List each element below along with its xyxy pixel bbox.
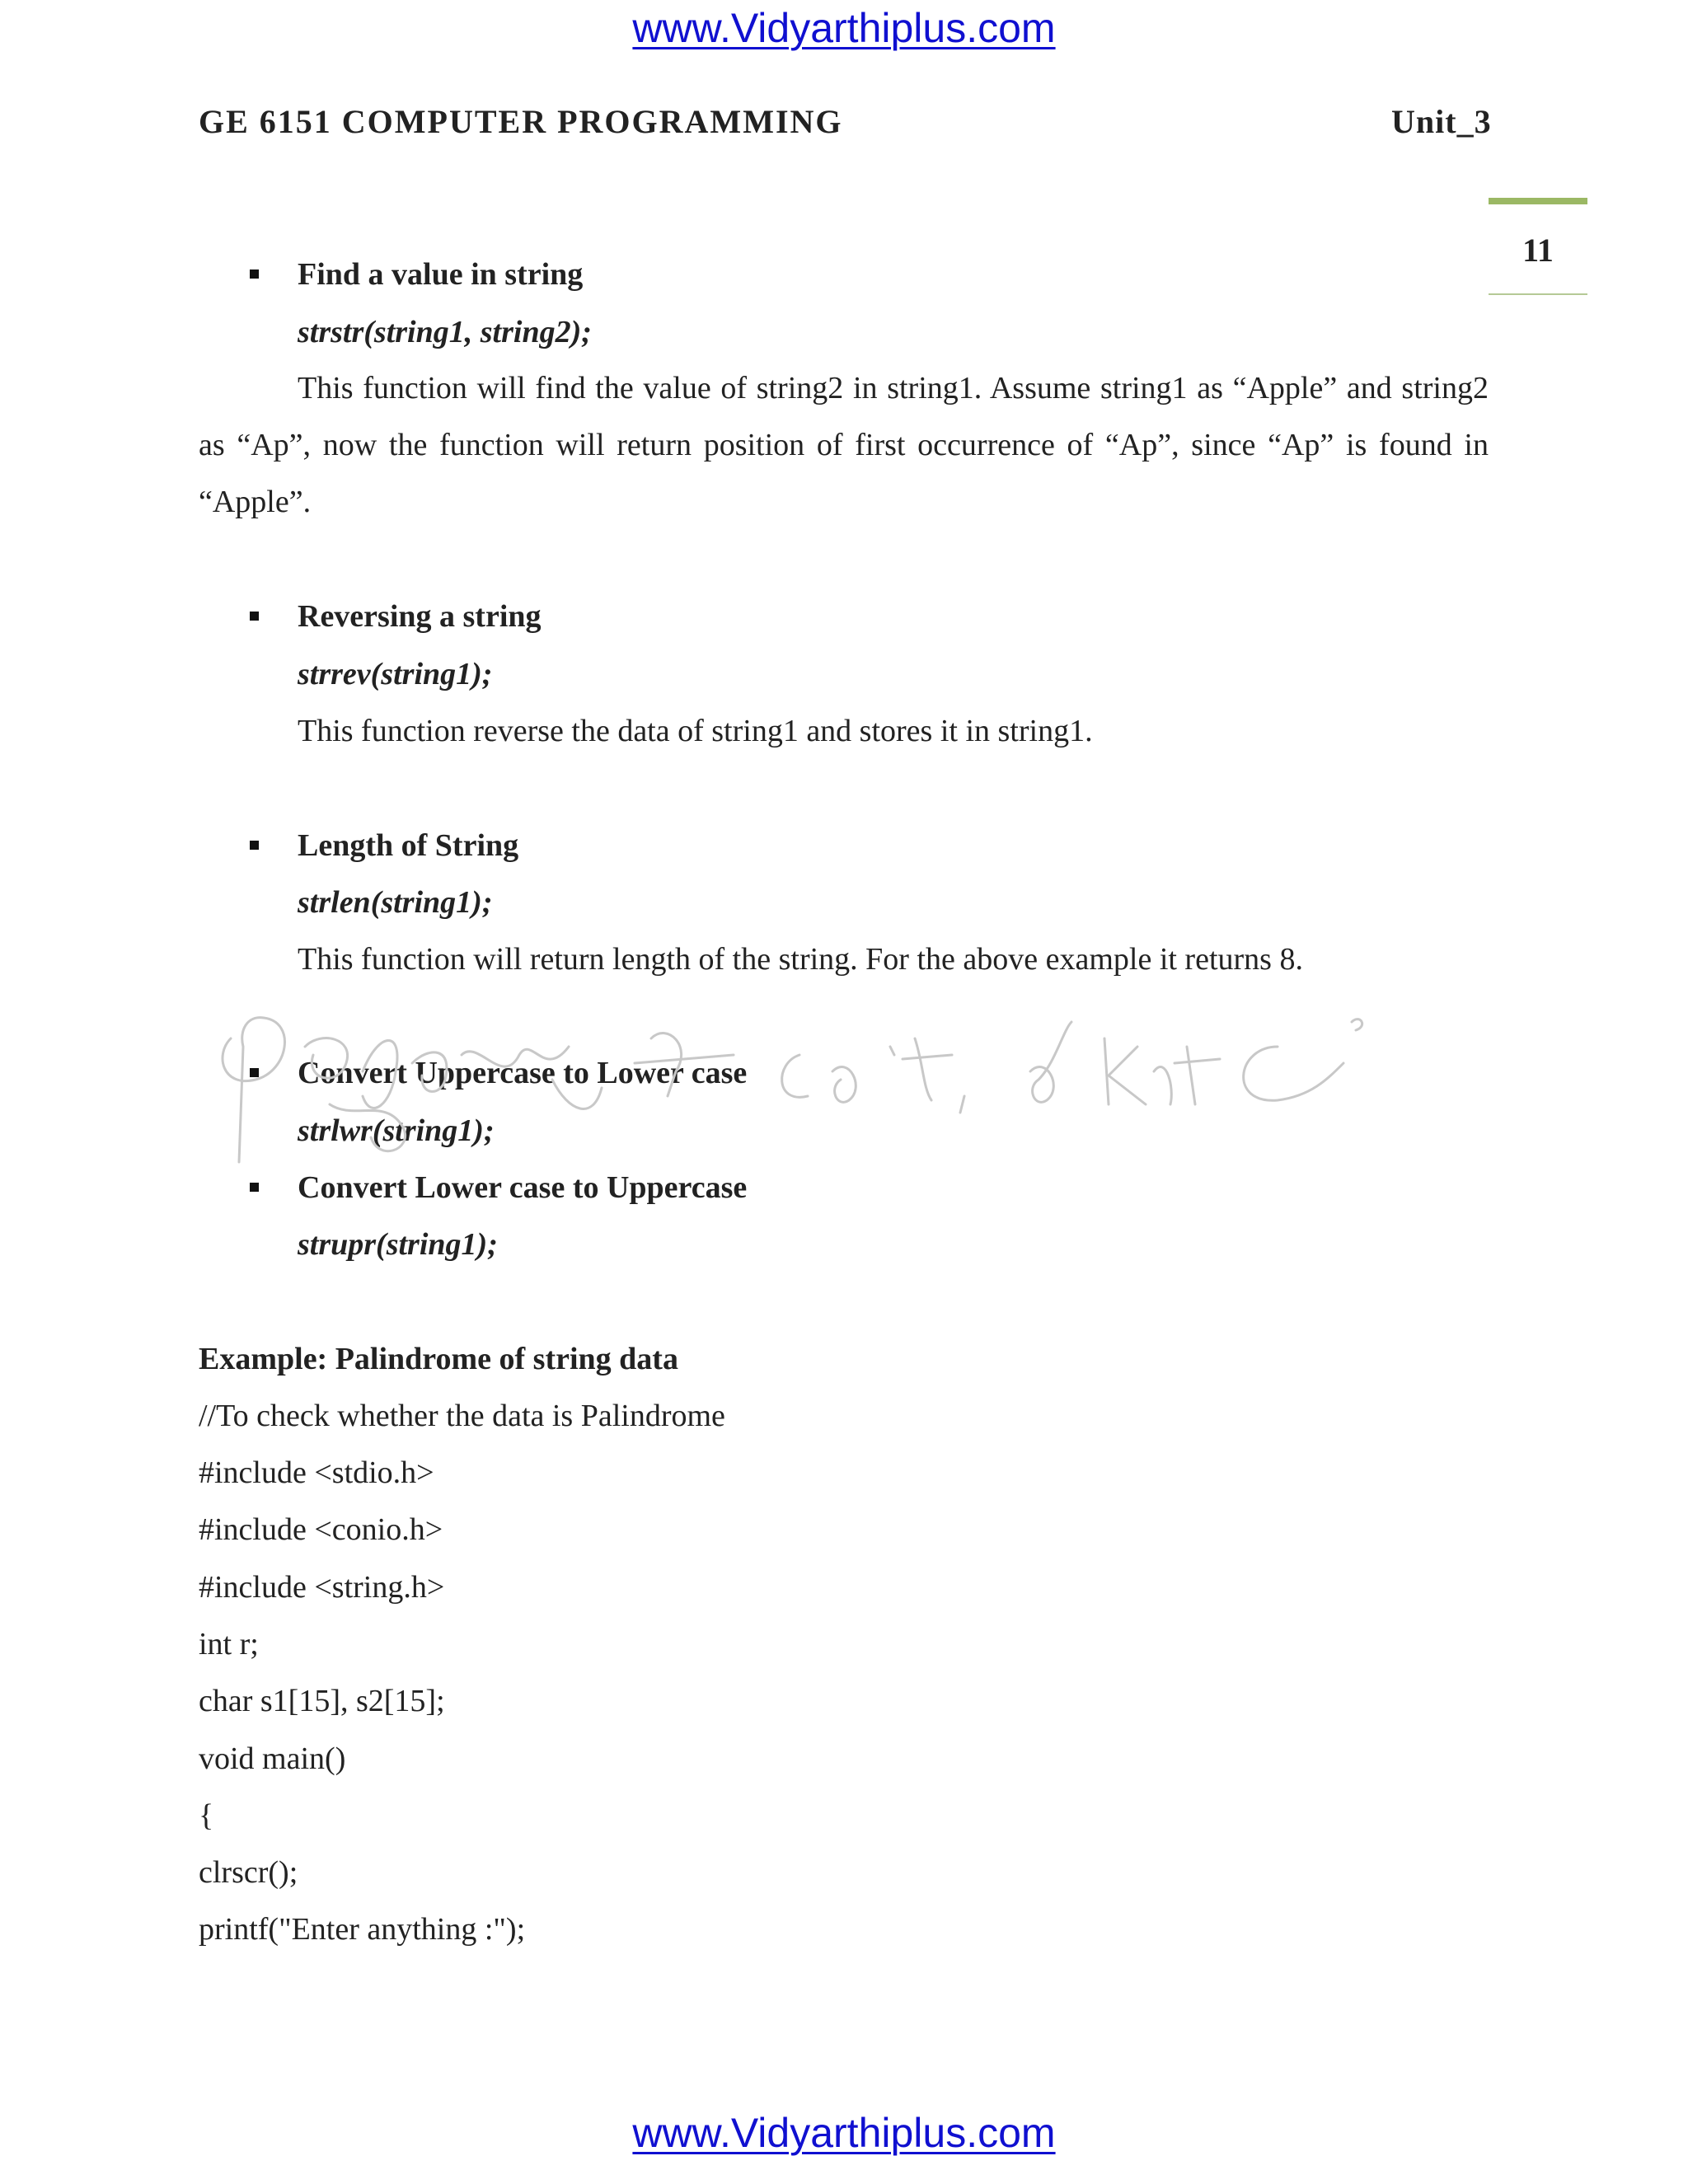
description-find: This function will find the value of string2 in string1. Assume string1 as “Apple” and string2 as “Ap”, now the function will return position of first occurrence of “Ap”, since “Ap” is found in “Apple”. (199, 371, 1489, 519)
code-line: char s1[15], s2[15]; (199, 1684, 445, 1718)
section-heading-upper: Convert Lower case to Uppercase (298, 1170, 748, 1205)
syntax-strupr: strupr(string1); (298, 1227, 498, 1262)
code-line: { (199, 1798, 214, 1833)
bullet-icon (250, 841, 259, 850)
section-heading-length: Length of String (298, 828, 519, 863)
code-line: clrscr(); (199, 1855, 298, 1890)
handwritten-watermark-icon (206, 997, 1484, 1195)
description-length: This function will return length of the string. For the above example it returns 8. (298, 942, 1303, 977)
code-line: #include <stdio.h> (199, 1455, 434, 1490)
bullet-icon (250, 1068, 259, 1077)
syntax-strstr: strstr(string1, string2); (298, 315, 592, 349)
site-link-bottom[interactable]: www.Vidyarthiplus.com (632, 2110, 1056, 2156)
unit-label: Unit_3 (1391, 103, 1492, 140)
syntax-strlwr: strlwr(string1); (298, 1113, 495, 1148)
description-reverse: This function reverse the data of string1 and stores it in string1. (298, 714, 1093, 748)
code-line: printf("Enter anything :"); (199, 1912, 526, 1947)
example-heading: Example: Palindrome of string data (199, 1342, 678, 1376)
section-heading-reverse: Reversing a string (298, 599, 542, 634)
bullet-icon (250, 1183, 259, 1192)
page-number-box (1489, 198, 1587, 295)
code-line: //To check whether the data is Palindrome (199, 1399, 725, 1433)
section-heading-find: Find a value in string (298, 257, 584, 292)
site-link-top[interactable]: www.Vidyarthiplus.com (632, 5, 1056, 51)
page-number: 11 (1522, 232, 1554, 269)
document-title: GE 6151 COMPUTER PROGRAMMING (199, 103, 843, 140)
bullet-icon (250, 269, 259, 279)
section-heading-lower: Convert Uppercase to Lower case (298, 1056, 748, 1090)
code-line: #include <conio.h> (199, 1512, 443, 1547)
code-line: #include <string.h> (199, 1570, 445, 1605)
page-number-bar (1489, 198, 1587, 204)
page-number-rule (1489, 293, 1587, 295)
code-line: int r; (199, 1627, 259, 1661)
syntax-strlen: strlen(string1); (298, 885, 493, 920)
syntax-strrev: strrev(string1); (298, 657, 493, 691)
code-line: void main() (199, 1741, 346, 1776)
bullet-icon (250, 612, 259, 621)
